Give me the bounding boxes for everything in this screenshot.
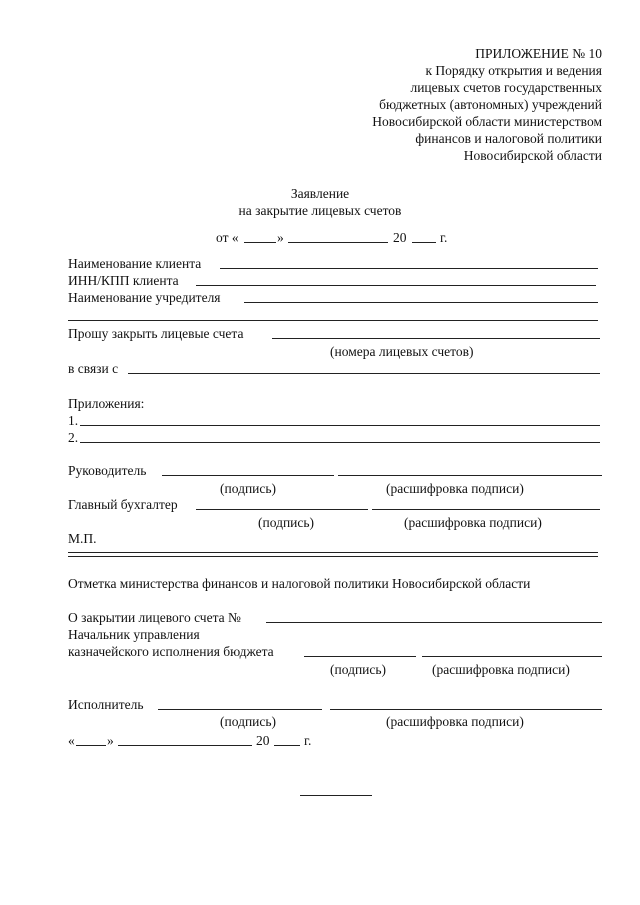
bottom-date-month-field[interactable]	[118, 745, 252, 746]
accountant-label: Главный бухгалтер	[68, 497, 178, 512]
header-line-5: Новосибирской области министерством	[372, 114, 602, 129]
date-day-field[interactable]	[244, 242, 276, 243]
bottom-date-suffix: г.	[304, 733, 312, 748]
bottom-date-day-field[interactable]	[76, 745, 106, 746]
header-line-2: к Порядку открытия и ведения	[425, 63, 602, 78]
closing-label: О закрытии лицевого счета №	[68, 610, 241, 625]
chief-label-2: казначейского исполнения бюджета	[68, 644, 274, 659]
head-signature-field[interactable]	[162, 475, 334, 476]
head-label: Руководитель	[68, 463, 147, 478]
bottom-date-year-field[interactable]	[274, 745, 300, 746]
doc-title: Заявление	[290, 186, 350, 201]
date-mid: »	[277, 230, 284, 245]
date-year-prefix: 20	[393, 230, 407, 245]
attachment-1-num: 1.	[68, 413, 79, 428]
inn-kpp-field[interactable]	[196, 285, 596, 286]
executor-signature-hint: (подпись)	[220, 714, 277, 729]
head-decoding-hint: (расшифровка подписи)	[386, 481, 524, 496]
chief-signature-hint: (подпись)	[330, 662, 387, 677]
accountant-decoding-field[interactable]	[372, 509, 600, 510]
attachment-1-field[interactable]	[80, 425, 600, 426]
client-name-label: Наименование клиента	[68, 256, 202, 271]
founder-label: Наименование учредителя	[68, 290, 221, 305]
stamp-label: М.П.	[68, 531, 97, 546]
executor-signature-field[interactable]	[158, 709, 322, 710]
header-line-4: бюджетных (автономных) учреждений	[379, 97, 602, 112]
date-suffix: г.	[440, 230, 448, 245]
reason-label: в связи с	[68, 361, 119, 376]
header-line-6: финансов и налоговой политики	[415, 131, 602, 146]
head-signature-hint: (подпись)	[220, 481, 277, 496]
header-line-7: Новосибирской области	[463, 148, 602, 163]
reason-field[interactable]	[128, 373, 600, 374]
doc-subtitle: на закрытие лицевых счетов	[238, 203, 402, 218]
bottom-date-open: «	[68, 733, 75, 748]
header-line-1: ПРИЛОЖЕНИЕ № 10	[475, 46, 602, 61]
founder-field-cont[interactable]	[68, 320, 598, 321]
date-year-field[interactable]	[412, 242, 436, 243]
chief-decoding-hint: (расшифровка подписи)	[432, 662, 570, 677]
ministry-mark: Отметка министерства финансов и налоговой политики Новосибирской области	[68, 576, 531, 591]
accountant-signature-field[interactable]	[196, 509, 368, 510]
accountant-decoding-hint: (расшифровка подписи)	[404, 515, 542, 530]
chief-label-1: Начальник управления	[68, 627, 200, 642]
accounts-hint: (номера лицевых счетов)	[330, 344, 474, 359]
bottom-date-close: »	[107, 733, 114, 748]
date-prefix: от «	[216, 230, 239, 245]
client-name-field[interactable]	[220, 268, 598, 269]
executor-decoding-hint: (расшифровка подписи)	[386, 714, 524, 729]
executor-label: Исполнитель	[68, 697, 144, 712]
attachment-2-field[interactable]	[80, 442, 600, 443]
executor-decoding-field[interactable]	[330, 709, 602, 710]
accounts-field[interactable]	[272, 338, 600, 339]
chief-decoding-field[interactable]	[422, 656, 602, 657]
attachments-title: Приложения:	[68, 396, 145, 411]
founder-field[interactable]	[244, 302, 598, 303]
inn-kpp-label: ИНН/КПП клиента	[68, 273, 179, 288]
chief-signature-field[interactable]	[304, 656, 416, 657]
section-divider	[68, 552, 598, 557]
head-decoding-field[interactable]	[338, 475, 602, 476]
header-line-3: лицевых счетов государственных	[410, 80, 602, 95]
footer-line	[300, 795, 372, 796]
accountant-signature-hint: (подпись)	[258, 515, 315, 530]
request-label: Прошу закрыть лицевые счета	[68, 326, 244, 341]
bottom-date-year-prefix: 20	[256, 733, 270, 748]
closing-account-field[interactable]	[266, 622, 602, 623]
date-month-field[interactable]	[288, 242, 388, 243]
attachment-2-num: 2.	[68, 430, 79, 445]
